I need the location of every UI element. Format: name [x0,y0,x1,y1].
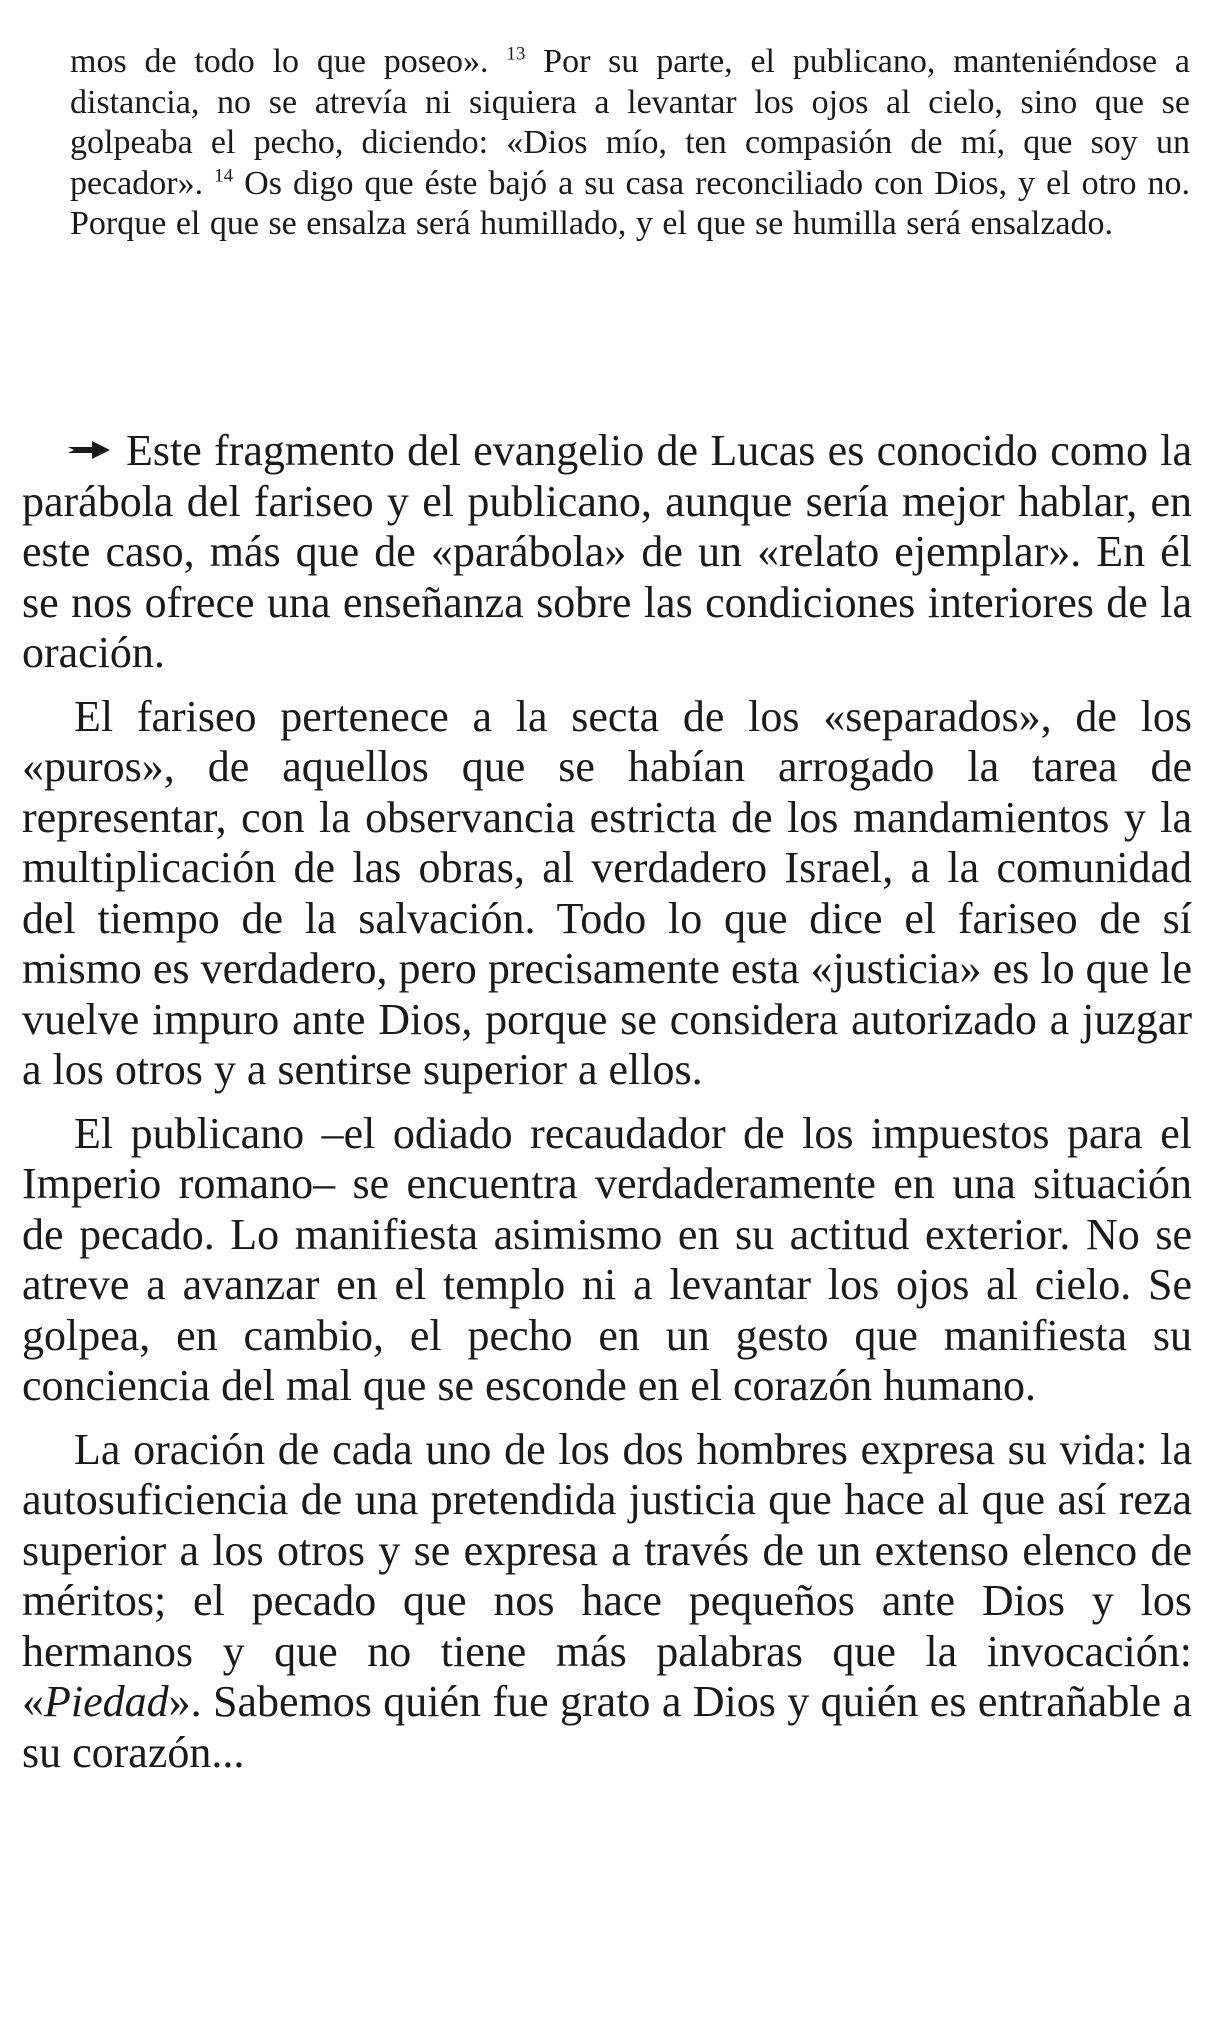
verse-number-14: 14 [214,165,234,187]
commentary-paragraph-2 [22,692,1192,1096]
paragraph-2-text: El fariseo pertenece a la secta de los «separados», de los «puros», de aquellos que se habían arrogado la tarea de representar, con la observancia estricta de los mandamientos y la multiplicación de las obras, al verdadero Israel, a la comunidad del tiempo de la salvación. Todo lo que dice el fariseo de sí mismo es verdadero, pero precisamente esta «justicia» es lo que le vuelve impuro ante Dios, porque se considera autorizado a juzgar a los otros y a sentirse superior a ellos. [22,691,1192,1094]
paragraph-3-text: El publicano –el odiado recaudador de los impuestos para el Imperio romano– se encuentra verdaderamente en una situación de pecado. Lo manifiesta asimismo en su actitud exterior. No se atreve a avanzar en el templo ni a levantar los ojos al cielo. Se golpea, en cambio, el pecho en un gesto que manifiesta su conciencia del mal que se esconde en el corazón humano. [22,1108,1192,1410]
commentary-paragraph-4 [22,1425,1192,1779]
verse-number-13: 13 [506,43,526,65]
paragraph-4-italic-word: Piedad [44,1677,169,1726]
commentary-section [22,426,1192,1778]
paragraph-1-text: Este fragmento del evangelio de Lucas es conocido como la parábola del fariseo y el publicano, aunque sería mejor hablar, en este caso, más que de «parábola» de un «relato ejemplar». En él se nos ofrece una enseñanza sobre las condiciones interiores de la oración. [22,426,1192,677]
commentary-paragraph-1 [22,426,1192,679]
paragraph-4-text-1: La oración de cada uno de los dos hombres expresa su vida: la autosuficiencia de una pretendida justicia que hace al que así reza superior a los otros y se expresa a través de un extenso elenco de méritos; el pecado que nos hace pequeños ante Dios y los hermanos y que no tiene más palabras que la invocación: « [22,1424,1192,1726]
scripture-text-3: Os digo que éste bajó a su casa reconciliado con Dios, y el otro no. Porque el que se ensalza será humillado, y el que se humilla será ensalzado. [70,164,1190,242]
arrow-right-icon [66,439,112,461]
scripture-text-2: Por su parte, el publicano, manteniéndose a distancia, no se atrevía ni siquiera a levantar los ojos al cielo, sino que se golpeaba el pecho, diciendo: «Dios mío, ten compasión de mí, que soy un pecador». [70,43,1190,202]
commentary-paragraph-3 [22,1109,1192,1412]
scripture-text-1: mos de todo lo que poseo». [70,43,507,80]
scripture-passage [70,42,1190,245]
paragraph-4-text-2: ». Sabemos quién fue grato a Dios y quién es entrañable a su corazón... [22,1677,1192,1777]
